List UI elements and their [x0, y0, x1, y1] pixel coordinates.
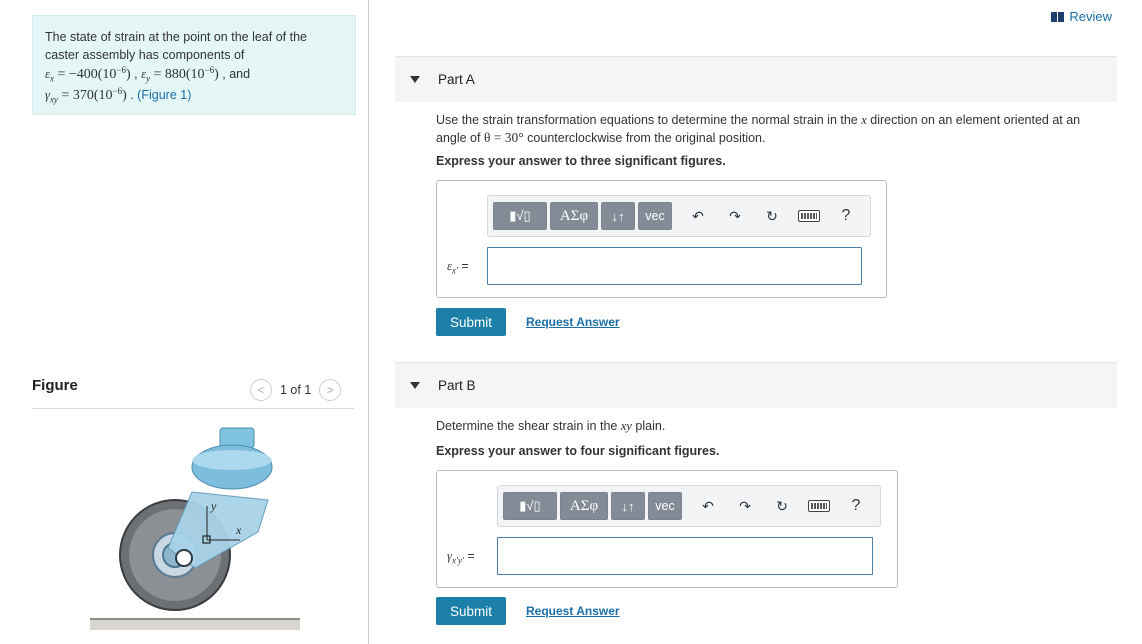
- next-figure-button[interactable]: [319, 379, 341, 401]
- templates-icon: ▮√▯: [519, 498, 541, 513]
- greek-button[interactable]: ΑΣφ: [550, 202, 598, 230]
- part-a-header[interactable]: [395, 56, 1117, 102]
- templates-button[interactable]: [493, 202, 547, 230]
- part-b-variable-label: $\gamma_{x'y'}$ =: [447, 549, 475, 566]
- review-link[interactable]: [1051, 9, 1112, 24]
- part-b-submit-button[interactable]: Submit: [436, 597, 506, 625]
- part-b-answer-box: [436, 470, 898, 588]
- figure-navigation: [250, 379, 341, 401]
- part-a-question-line-2: angle of θ = 30° counterclockwise from the original position.: [436, 129, 766, 145]
- part-a-question-line-1: Use the strain transformation equations to determine the normal strain in the x direction on an element oriented at an: [436, 113, 1081, 127]
- part-b-answer-input[interactable]: [497, 537, 873, 575]
- left-panel: [0, 0, 369, 644]
- collapse-triangle-icon: [410, 76, 420, 83]
- axle-bolt: [176, 550, 192, 566]
- figure-link[interactable]: (Figure 1): [137, 88, 192, 103]
- greek-button[interactable]: ΑΣφ: [560, 492, 608, 520]
- housing-highlight: [192, 450, 272, 470]
- figure-divider: [32, 408, 354, 409]
- reset-icon[interactable]: ↻: [776, 497, 788, 514]
- arrows-icon: ↓↑: [611, 208, 625, 224]
- redo-icon[interactable]: ↷: [729, 207, 741, 224]
- keyboard-icon[interactable]: [798, 205, 820, 227]
- undo-icon[interactable]: ↶: [702, 497, 714, 514]
- problem-line-4: $\gamma_{xy} = 370(10^{-6})$ . (Figure 1): [45, 86, 192, 105]
- keyboard-icon[interactable]: [808, 495, 830, 517]
- part-b-math-toolbar: [497, 485, 881, 527]
- figure-heading: Figure: [32, 377, 78, 394]
- part-b-header[interactable]: [395, 362, 1117, 408]
- reset-icon[interactable]: ↻: [766, 207, 778, 224]
- templates-button[interactable]: [503, 492, 557, 520]
- arrows-button[interactable]: [611, 492, 645, 520]
- redo-icon[interactable]: ↷: [739, 497, 751, 514]
- ground-line: [90, 618, 300, 620]
- part-a-title: Part A: [438, 72, 475, 87]
- part-a-answer-input[interactable]: [487, 247, 862, 285]
- y-axis-label: y: [211, 499, 217, 513]
- arrows-icon: ↓↑: [621, 498, 635, 514]
- part-a-variable-label: $\varepsilon_{x'}$ =: [447, 259, 469, 276]
- help-icon[interactable]: ?: [851, 497, 861, 514]
- collapse-triangle-icon: [410, 382, 420, 389]
- vec-button[interactable]: vec: [638, 202, 672, 230]
- problem-line-1: The state of strain at the point on the leaf of the: [45, 30, 307, 44]
- part-a-request-answer-link[interactable]: Request Answer: [526, 315, 620, 329]
- chevron-right-icon: >: [326, 383, 334, 397]
- arrows-button[interactable]: [601, 202, 635, 230]
- part-b-question: Determine the shear strain in the xy plain.: [436, 419, 666, 433]
- problem-line-3: $\varepsilon_x = -400(10^{-6})$ , $\varepsilon_y = 880(10^{-6})$ , and: [45, 65, 251, 84]
- review-label: Review: [1069, 9, 1112, 24]
- book-icon: [1051, 12, 1064, 22]
- part-b-instruction: Express your answer to four significant figures.: [436, 444, 720, 458]
- vec-button[interactable]: vec: [648, 492, 682, 520]
- chevron-left-icon: <: [257, 383, 265, 397]
- prev-figure-button[interactable]: [250, 379, 272, 401]
- part-a-math-toolbar: [487, 195, 871, 237]
- undo-icon[interactable]: ↶: [692, 207, 704, 224]
- templates-icon: ▮√▯: [509, 208, 531, 223]
- figure-counter: 1 of 1: [280, 383, 312, 397]
- part-b-request-answer-link[interactable]: Request Answer: [526, 604, 620, 618]
- help-icon[interactable]: ?: [841, 207, 851, 224]
- part-a-instruction: Express your answer to three significant figures.: [436, 154, 726, 168]
- part-b-title: Part B: [438, 378, 476, 393]
- part-a-question: [436, 112, 1080, 147]
- problem-statement: [32, 15, 356, 115]
- caster-figure: [80, 420, 310, 644]
- part-a-answer-box: [436, 180, 887, 298]
- part-a-submit-button[interactable]: Submit: [436, 308, 506, 336]
- x-axis-label: x: [236, 523, 242, 537]
- problem-line-2: caster assembly has components of: [45, 47, 245, 62]
